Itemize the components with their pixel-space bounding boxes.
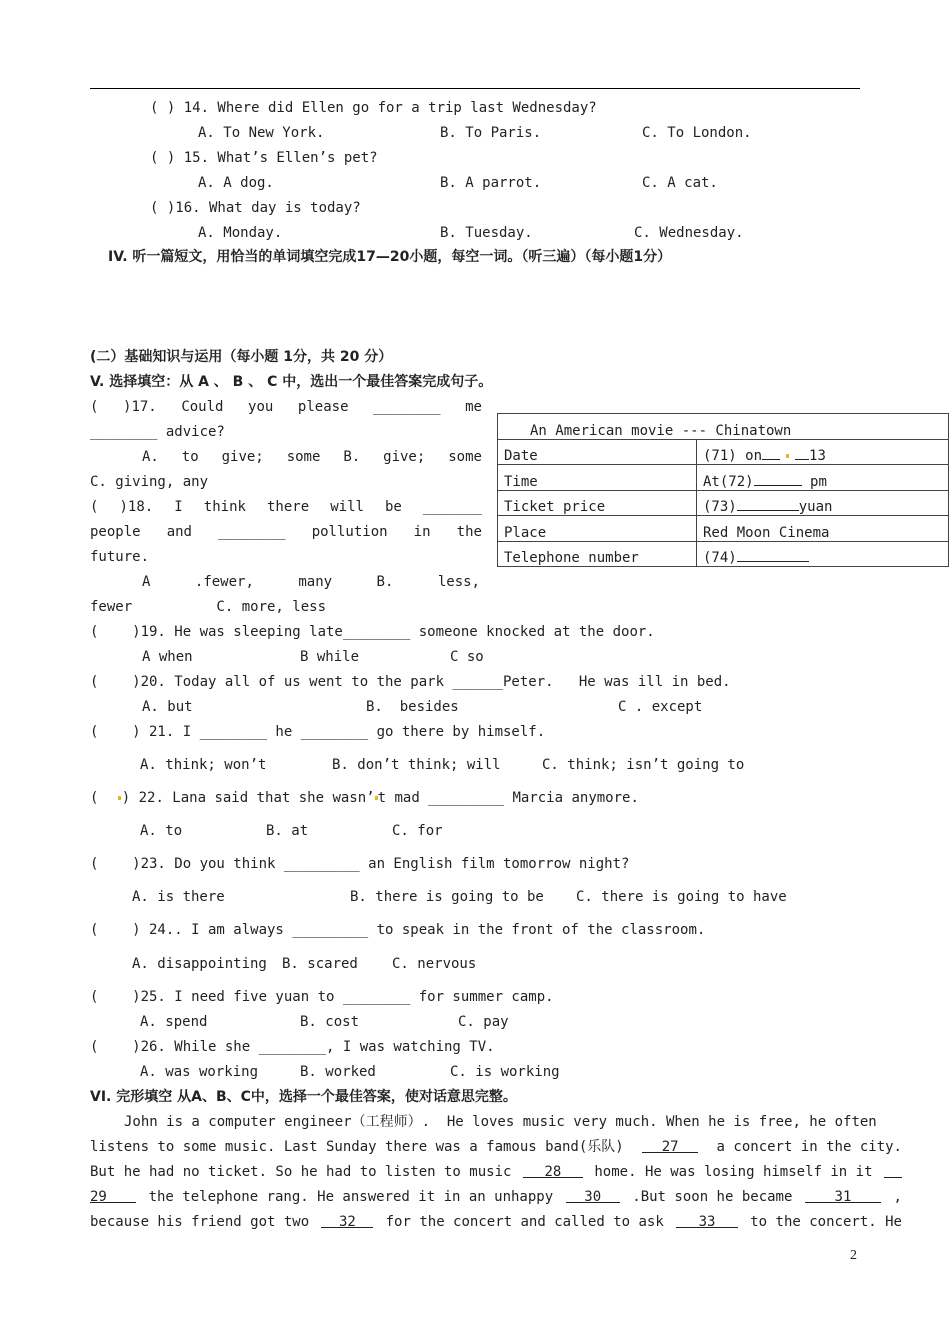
table-cell-value: (74): [697, 541, 949, 567]
section-4-title: IV. 听一篇短文，用恰当的单词填空完成17—20小题，每空一词。（听三遍）（每小题1分）: [108, 249, 672, 265]
question-16-option-a: A. Monday.: [198, 225, 283, 241]
question-25-option-b: B. cost: [300, 1014, 360, 1030]
question-14-stem: ( ) 14. Where did Ellen go for a trip last Wednesday?: [150, 100, 597, 116]
question-26-option-c: C. is working: [450, 1064, 560, 1080]
table-row: [498, 439, 949, 465]
question-22-option-c: C. for: [392, 823, 443, 839]
table-row: [498, 465, 949, 491]
question-24-option-c: C. nervous: [392, 956, 477, 972]
table-cell-value: (73) yuan: [697, 490, 949, 516]
blank-29: 29: [90, 1188, 136, 1203]
question-24-option-b: B. scared: [282, 956, 358, 972]
question-17-line-2: ________ advice?: [90, 424, 225, 440]
ink-speck: [118, 796, 121, 800]
question-14-option-c: C. To London.: [642, 125, 752, 141]
table-header-row: [498, 414, 949, 440]
passage-line-1: John is a computer engineer（工程师）. He loves music very much. When he is free, he often: [124, 1114, 877, 1130]
question-14-option-a: A. To New York.: [198, 125, 325, 141]
question-21-option-b: B. don’t think; will: [332, 757, 501, 773]
blank-33: 33: [676, 1213, 738, 1228]
question-18-options: A .fewer, many B. less,: [142, 574, 480, 590]
question-20-option-a: A. but: [142, 699, 193, 715]
question-14-option-b: B. To Paris.: [440, 125, 542, 141]
passage-line-3: But he had no ticket. So he had to listen to music 28 home. He was losing himself in it: [90, 1163, 902, 1181]
table-title: An American movie --- Chinatown: [498, 414, 949, 440]
table-cell-label: Date: [498, 439, 697, 465]
question-26-option-a: A. was working: [140, 1064, 259, 1080]
question-23-option-c: C. there is going to have: [576, 889, 787, 905]
blank-28: 28: [523, 1163, 583, 1178]
question-26-stem: ( )26. While she ________, I was watching TV.: [90, 1039, 495, 1055]
question-16-stem: ( )16. What day is today?: [150, 200, 361, 216]
passage-line-4: 29 the telephone rang. He answered it in an unhappy 30 .But soon he became 31 ,: [90, 1189, 902, 1205]
question-22-option-a: A. to: [140, 823, 183, 839]
question-20-option-b: B. besides: [366, 699, 459, 715]
header-rule: [90, 88, 860, 89]
table-row: [498, 516, 949, 542]
question-24-option-a: A. disappointing: [132, 956, 267, 972]
table-row: [498, 490, 949, 516]
question-22-option-b: B. at: [266, 823, 309, 839]
question-21-option-c: C. think; isn’t going to: [542, 757, 745, 773]
question-23-option-a: A. is there: [132, 889, 225, 905]
part-2-title: (二）基础知识与运用（每小题 1分，共 20 分）: [90, 349, 393, 365]
question-19-option-a: A when: [142, 649, 193, 665]
question-23-stem: ( )23. Do you think _________ an English film tomorrow night?: [90, 856, 630, 872]
page-number: 2: [850, 1248, 857, 1263]
passage-line-2: listens to some music. Last Sunday there was a famous band(乐队) 27 a concert in the city.: [90, 1139, 902, 1155]
blank-31: 31: [805, 1188, 881, 1203]
blank-27: 27: [642, 1138, 698, 1153]
question-20-stem: ( )20. Today all of us went to the park ______Peter. He was ill in bed.: [90, 674, 731, 690]
table-cell-label: Ticket price: [498, 490, 697, 516]
question-19-option-c: C so: [450, 649, 484, 665]
question-25-option-a: A. spend: [140, 1014, 208, 1030]
table-cell-label: Telephone number: [498, 541, 697, 567]
question-18-line-5: fewer C. more, less: [90, 599, 327, 615]
question-22-stem: ( ) 22. Lana said that she wasn’ t mad _________ Marcia anymore.: [90, 790, 639, 806]
question-17-option-c: C. giving, any: [90, 474, 209, 490]
section-6-title: VI. 完形填空 从A、B、C中，选择一个最佳答案，使对话意思完整。: [90, 1089, 517, 1105]
question-17-options: A. to give; some B. give; some: [142, 449, 482, 465]
question-19-option-b: B while: [300, 649, 360, 665]
question-25-stem: ( )25. I need five yuan to ________ for summer camp.: [90, 989, 554, 1005]
table-cell-value: Red Moon Cinema: [697, 516, 949, 542]
question-18-line-3: future.: [90, 549, 150, 565]
question-25-option-c: C. pay: [458, 1014, 509, 1030]
table-cell-label: Place: [498, 516, 697, 542]
question-16-option-c: C. Wednesday.: [634, 225, 744, 241]
question-15-option-b: B. A parrot.: [440, 175, 542, 191]
question-15-option-c: C. A cat.: [642, 175, 718, 191]
question-21-option-a: A. think; won’t: [140, 757, 267, 773]
ink-speck: [786, 454, 789, 458]
question-19-stem: ( )19. He was sleeping late________ someone knocked at the door.: [90, 624, 655, 640]
question-26-option-b: B. worked: [300, 1064, 376, 1080]
question-20-option-c: C . except: [618, 699, 703, 715]
blank-32: 32: [321, 1213, 373, 1228]
question-23-option-b: B. there is going to be: [350, 889, 544, 905]
question-24-stem: ( ) 24.. I am always _________ to speak in the front of the classroom.: [90, 922, 706, 938]
question-18-line-2: people and ________ pollution in the: [90, 524, 482, 540]
passage-line-5: because his friend got two 32 for the concert and called to ask 33 to the concert. He: [90, 1214, 902, 1230]
movie-info-table: [497, 413, 949, 567]
question-15-stem: ( ) 15. What’s Ellen’s pet?: [150, 150, 378, 166]
section-5-title: V. 选择填空：从 A 、 B 、 C 中，选出一个最佳答案完成句子。: [90, 374, 493, 390]
table-cell-value: (71) on 13: [697, 439, 949, 465]
question-21-stem: ( ) 21. I ________ he ________ go there by himself.: [90, 724, 546, 740]
table-row: [498, 541, 949, 567]
table-cell-label: Time: [498, 465, 697, 491]
question-16-option-b: B. Tuesday.: [440, 225, 533, 241]
question-17-line-1: ( )17. Could you please ________ me: [90, 399, 482, 415]
table-cell-value: At(72) pm: [697, 465, 949, 491]
question-18-line-1: ( )18. I think there will be _______: [90, 499, 482, 515]
question-15-option-a: A. A dog.: [198, 175, 274, 191]
blank-30: 30: [566, 1188, 620, 1203]
